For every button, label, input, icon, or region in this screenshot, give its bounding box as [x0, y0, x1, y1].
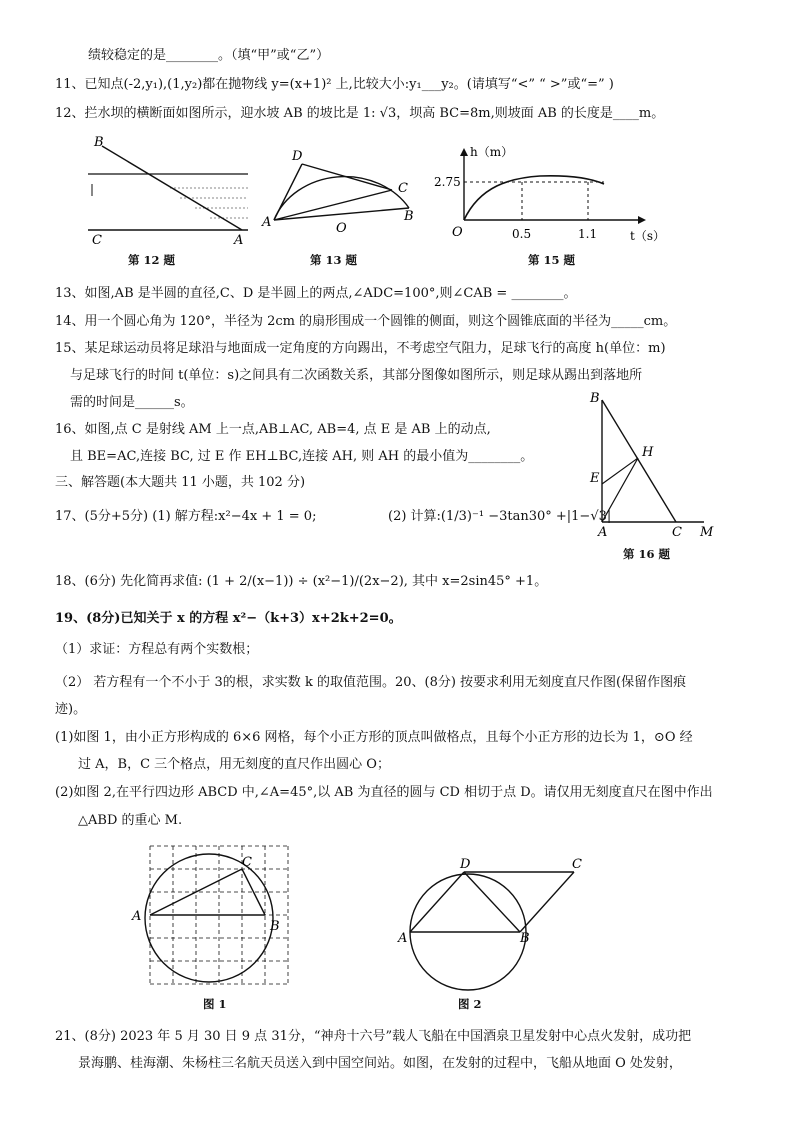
- caption-f13: 第 13 题: [310, 253, 358, 267]
- caption-g1: 图 1: [203, 997, 227, 1011]
- g2-label-D: D: [460, 857, 471, 872]
- q20-part1-line2: 过 A，B，C 三个格点，用无刻度的直尺作出圆心 O；: [78, 757, 390, 772]
- g2-label-C: C: [572, 857, 582, 872]
- q16-text-2: 且 BE=AC,连接 BC, 过 E 作 EH⊥BC,连接 AH, 则 AH 的最小值为________。: [70, 449, 534, 464]
- f15-yaxis-label: h（m）: [470, 145, 514, 159]
- q13-text: 13、如图,AB 是半圆的直径,C、D 是半圆上的两点,∠ADC=100°,则∠CAB = ________。: [55, 286, 577, 301]
- f16-label-M: M: [700, 525, 714, 540]
- section-3-heading: 三、解答题(本大题共 11 小题，共 102 分): [55, 475, 306, 490]
- figure-13: [262, 148, 427, 248]
- f16-label-B: B: [590, 391, 600, 406]
- q19-part1: （1）求证：方程总有两个实数根；: [55, 642, 259, 657]
- figure-12: [80, 136, 250, 246]
- f15-xtick-1: 0.5: [512, 227, 532, 241]
- q19-part2-line1: （2） 若方程有一个不小于 3的根，求实数 k 的取值范围。20、(8分) 按要求利用无刻度直尺作图(保留作图痕: [55, 675, 687, 690]
- f15-origin: O: [452, 225, 463, 240]
- caption-f15: 第 15 题: [528, 253, 576, 267]
- q19-part2-line2: 迹)。: [55, 702, 87, 717]
- q20-part1-line1: (1)如图 1，由小正方形构成的 6×6 网格，每个小正方形的顶点叫做格点，且每个小正方形的边长为 1，⊙O 经: [55, 730, 693, 745]
- q15-text-3: 需的时间是______s。: [70, 395, 194, 410]
- q10-tail: 绩较稳定的是________。（填“甲”或“乙”）: [88, 48, 330, 63]
- caption-f16: 第 16 题: [623, 547, 671, 561]
- f13-label-A: A: [262, 215, 272, 230]
- g1-label-B: B: [270, 919, 280, 934]
- figure-parallelogram-2: [398, 850, 598, 990]
- f16-label-A: A: [598, 525, 608, 540]
- q16-text-1: 16、如图,点 C 是射线 AM 上一点,AB⊥AC, AB=4, 点 E 是 AB 上的动点,: [55, 422, 491, 437]
- q20-part2-line2: △ABD 的重心 M.: [78, 813, 183, 828]
- f15-xaxis-label: t（s）: [630, 229, 665, 243]
- q18-text: 18、(6分) 先化简再求值: (1 + 2/(x−1)) ÷ (x²−1)/(2x−2), 其中 x=2sin45° +1。: [55, 574, 548, 589]
- f15-ytick: 2.75: [434, 175, 461, 189]
- q19-text: 19、(8分)已知关于 x 的方程 x²−（k+3）x+2k+2=0。: [55, 611, 402, 626]
- f16-label-E: E: [590, 471, 600, 486]
- q11-text: 11、已知点(-2,y₁),(1,y₂)都在抛物线 y=(x+1)² 上,比较大小:y₁___y₂。(请填写“<” “ >”或“=” ): [55, 77, 614, 92]
- q20-part2-line1: (2)如图 2,在平行四边形 ABCD 中,∠A=45°,以 AB 为直径的圆与 CD 相切于点 D。请仅用无刻度直尺在图中作出: [55, 785, 713, 800]
- f13-label-D: D: [292, 149, 303, 164]
- figure-15: [434, 145, 665, 246]
- f13-label-O: O: [336, 221, 347, 236]
- f16-label-H: H: [642, 445, 654, 460]
- q15-text-2: 与足球飞行的时间 t(单位：s)之间具有二次函数关系，其部分图像如图所示，则足球从踢出到落地所: [70, 368, 643, 383]
- g1-label-A: A: [132, 909, 142, 924]
- f12-label-A: A: [234, 233, 244, 248]
- figure-grid-1: [132, 840, 302, 990]
- f15-xtick-2: 1.1: [578, 227, 598, 241]
- f12-label-B: B: [94, 135, 104, 150]
- q17-part1: 17、(5分+5分) (1) 解方程:x²−4x + 1 = 0;: [55, 509, 317, 524]
- g1-label-C: C: [242, 855, 252, 870]
- f13-label-C: C: [398, 181, 408, 196]
- caption-f12: 第 12 题: [128, 253, 176, 267]
- q14-text: 14、用一个圆心角为 120°，半径为 2cm 的扇形围成一个圆锥的侧面，则这个圆锥底面的半径为_____cm。: [55, 314, 677, 329]
- q15-text-1: 15、某足球运动员将足球沿与地面成一定角度的方向踢出，不考虑空气阻力，足球飞行的高度 h(单位：m): [55, 341, 666, 356]
- f16-label-C: C: [672, 525, 682, 540]
- g2-label-A: A: [398, 931, 408, 946]
- q21-text-1: 21、(8分) 2023 年 5 月 30 日 9 点 31分，“神舟十六号”载人飞船在中国酒泉卫星发射中心点火发射，成功把: [55, 1029, 692, 1044]
- q12-text: 12、拦水坝的横断面如图所示，迎水坡 AB 的坡比是 1: √3，坝高 BC=8m,则坡面 AB 的长度是____m。: [55, 106, 665, 121]
- q17-part2: (2) 计算:(1/3)⁻¹ −3tan30° +|1−√3|: [388, 509, 612, 524]
- f12-label-C: C: [92, 233, 102, 248]
- q21-text-2: 景海鹏、桂海潮、朱杨柱三名航天员送入到中国空间站。如图，在发射的过程中，飞船从地面 O 处发射，: [78, 1056, 682, 1071]
- f13-label-B: B: [404, 209, 414, 224]
- caption-g2: 图 2: [458, 997, 482, 1011]
- g2-label-B: B: [520, 931, 530, 946]
